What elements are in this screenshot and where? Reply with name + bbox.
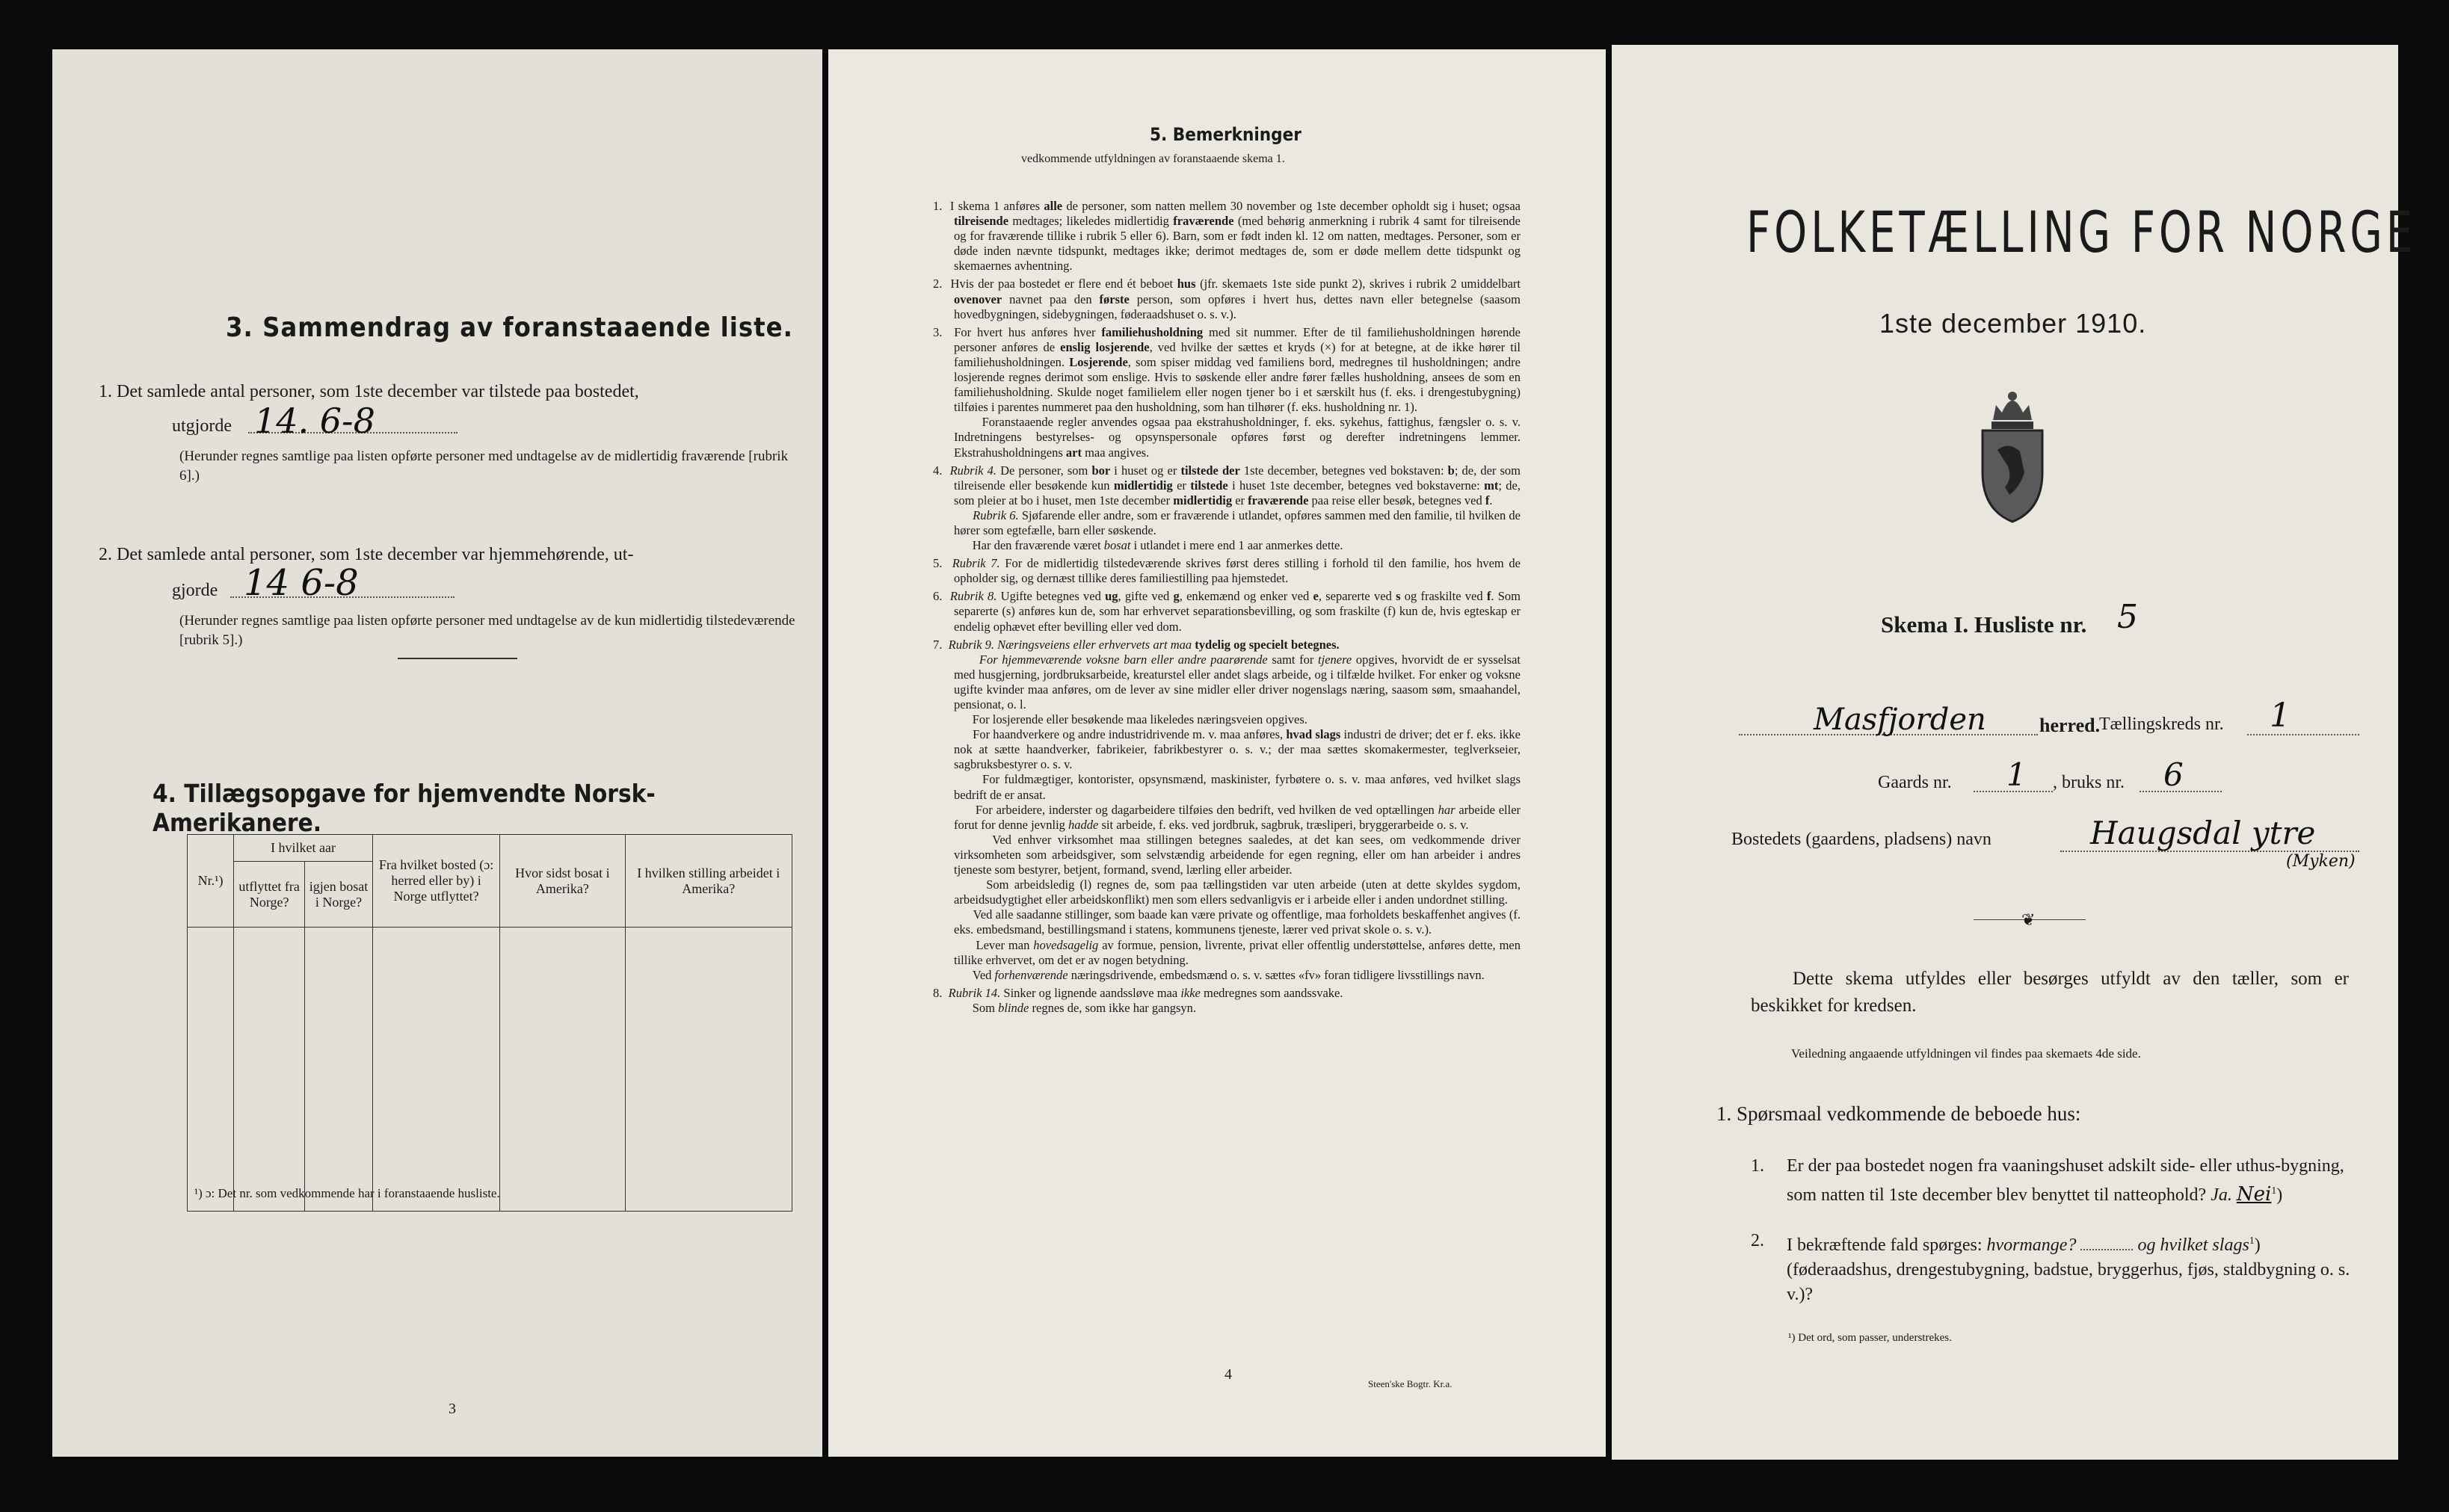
- remark-2: 2. Hvis der paa bostedet er flere end ét beboet hus (jfr. skemaets 1ste side punkt 2), skrives i rubrik 2 umiddelbart ovenover navnet paa den første person, som opføres i hvert hus, dettes navn eller betegnelse (saasom hovedbygningen, sidebygningen, føderaadshuset o. s. v.).: [933, 277, 1521, 321]
- question-2-number: 2.: [1751, 1231, 1764, 1250]
- summary-item-1-note: (Herunder regnes samtlige paa listen opførte personer med undtagelse av de midlertidig fraværende [rubrik 6].): [179, 448, 789, 484]
- summary-item-2-label: gjorde: [172, 581, 218, 600]
- section-4-title: 4. Tillægsopgave for hjemvendte Norsk-Amerikanere.: [153, 779, 656, 837]
- instruction-text: Dette skema utfyldes eller besørges utfyldt av den tæller, som er beskikket for kredsen.: [1751, 969, 2349, 1016]
- ornament-icon: ❦: [2021, 910, 2036, 929]
- col-returned: igjen bosat i Norge?: [305, 862, 373, 928]
- col-job: I hvilken stilling arbeidet i Amerika?: [625, 835, 792, 928]
- skema-value: 5: [2117, 598, 2138, 636]
- kreds-value: 1: [2270, 697, 2291, 735]
- remarks-title: 5. Bemerkninger: [1150, 124, 1301, 145]
- summary-item-2-value: 14 6-8: [244, 562, 359, 604]
- summary-item-1-value: 14. 6-8: [254, 401, 375, 441]
- page-4-remarks: [828, 49, 1606, 1457]
- guide-text: Veiledning angaaende utfyldningen vil findes paa skemaets 4de side.: [1791, 1046, 2141, 1061]
- table-cell: [372, 928, 499, 1212]
- summary-item-2-text: 2. Det samlede antal personer, som 1ste december var hjemmehørende, ut-: [99, 545, 634, 564]
- answer-ja: Ja.: [2211, 1185, 2232, 1205]
- summary-item-1-text: 1. Det samlede antal personer, som 1ste december var tilstede paa bostedet,: [99, 382, 639, 401]
- bosted-label: Bostedets (gaardens, pladsens) navn: [1731, 830, 1991, 849]
- remark-5: 5. Rubrik 7. For de midlertidig tilstedeværende skrives først deres stilling i forhold til den familie, hos hvem de opholder sig, og dernæst tillike deres familiestilling paa hjemstedet.: [933, 556, 1521, 586]
- census-title: FOLKETÆLLING FOR NORGE: [1746, 199, 2417, 265]
- bosted-value: Haugsdal ytre: [2090, 815, 2316, 851]
- question-1: Er der paa bostedet nogen fra vaaningshuset adskilt side- eller uthus-bygning, som natten til 1ste december blev benyttet til natteophold? Ja. Nei$^1$): [1787, 1156, 2344, 1206]
- herred-value: Masfjorden: [1814, 703, 1986, 737]
- section-3-title: 3. Sammendrag av foranstaaende liste.: [226, 312, 793, 343]
- question-1-number: 1.: [1751, 1156, 1764, 1176]
- bosted-value-2: (Myken): [2286, 852, 2356, 871]
- page-number: 3: [449, 1401, 456, 1417]
- herred-label: herred.: [2039, 715, 2101, 736]
- table-cell: [188, 928, 234, 1212]
- table-cell: [500, 928, 625, 1212]
- question-2: I bekræftende fald spørges: hvormange? og hvilket slags$^1$) (føderaadshus, drengestubygning, badstue, bryggerhus, fjøs, staldbygning o. s. v.)?: [1787, 1235, 2350, 1304]
- remark-8: 8. Rubrik 14. Sinker og lignende aandssløve maa ikke medregnes som aandssvake. Som blinde regnes de, som ikke har gangsyn.: [933, 985, 1343, 1015]
- front-page: [1612, 45, 2417, 1460]
- question-2-text-d: (føderaadshus, drengestubygning, badstue, bryggerhus, fjøs, staldbygning o. s. v.)?: [1787, 1260, 2350, 1304]
- page-3-summary: [52, 49, 822, 1457]
- front-footnote: ¹) Det ord, som passer, understrekes.: [1788, 1332, 1952, 1344]
- col-from: Fra hvilket bosted (ɔ: herred eller by) i Norge utflyttet?: [372, 835, 499, 928]
- question-2-dots: [2080, 1249, 2133, 1250]
- question-2-how-many: hvormange?: [1986, 1235, 2077, 1255]
- summary-item-2-note: (Herunder regnes samtlige paa listen opførte personer med undtagelse av de kun midlertidig tilstedeværende [rubrik 5].): [179, 613, 795, 648]
- question-1-text: Er der paa bostedet nogen fra vaaningshuset adskilt side- eller uthus-bygning, som natten til 1ste december blev benyttet til natteophold?: [1787, 1156, 2344, 1205]
- bruk-value: 6: [2163, 756, 2184, 793]
- printer-mark: Steen'ske Bogtr. Kr.a.: [1368, 1378, 1453, 1389]
- col-emigrated: utflyttet fra Norge?: [234, 862, 305, 928]
- census-date: 1ste december 1910.: [1879, 308, 2147, 339]
- remark-6: 6. Rubrik 8. Ugifte betegnes ved ug, gifte ved g, enkemænd og enker ved e, separerte ved s og fraskilte ved f. Som separerte (s) anføres kun de, som har erhvervet separationsbevilling, og som fraskilte (f) kun de, hvis egteskap er endelig ophævet efter bevilling eller ved dom.: [933, 589, 1521, 634]
- table-footnote: ¹) ɔ: Det nr. som vedkommende har i foranstaaende husliste.: [194, 1186, 500, 1200]
- page-number: 4: [1224, 1366, 1232, 1383]
- remarks-body: [933, 199, 1521, 1019]
- coat-of-arms-icon: [1968, 383, 2057, 525]
- kreds-label: Tællingskreds nr.: [2099, 715, 2224, 734]
- gaard-label: Gaards nr.: [1878, 773, 1952, 792]
- remark-7: 7. Rubrik 9. Næringsveiens eller erhvervets art maa tydelig og specielt betegnes. For hjemmeværende voksne barn eller andre paarørende samt for tjenere opgives, hvorvidt de er sysselsat med husgjerning, jordbruksarbeide, kreaturstel eller andet slags arbeide, og i tilfælde hvilket. For enker og voksne ugifte kvinder maa anføres, om de lever av sine midler eller driver nogenslags næring, saasom søm, smaahandel, pensionat, o. l. For losjerende eller besøkende maa likeledes næringsveien opgives. For haandverkere og andre industridrivende m. v. maa anføres, hvad slags industri de driver; det er f. eks. ikke nok at sætte haandverker, fabrikeier, fabrikbestyrer o. s. v.; der maa sættes skomakermester, teglverkseier, sagbruksbestyrer o. s. v. For fuldmægtiger, kontorister, opsynsmænd, maskinister, fyrbøtere o. s. v. maa anføres, ved hvilket slags bedrift de er ansat. For arbeidere, inderster og dagarbeidere tilføies den bedrift, ved hvilken de ved optællingen har arbeide eller forut for denne jevnlig hadde sit arbeide, f. eks. ved jordbruk, sagbruk, træsliperi, bryggerarbeide o. s. v. Ved enhver virksomhet maa stillingen betegnes saaledes, at det kan sees, om vedkommende driver virksomheten som arbeidsgiver, som selvstændig arbeidende for egen regning, eller om han arbeider i andres tjeneste som bestyrer, betjent, formand, svend, lærling eller arbeider. Som arbeidsledig (l) regnes de, som paa tællingstiden var uten arbeide (uten at dette skyldes sygdom, arbeidsudygtighet eller arbeidskonflikt) men som ellers sedvanligvis er i arbeide eller i anden undordnet stilling. Ved alle saadanne stillinger, som baade kan være private og offentlige, maa forholdets beskaffenhet angives (f. eks. embedsmand, bestillingsmand i statens, kommunens tjeneste, lærer ved privat skole o. s. v.). Lever man hovedsagelig av formue, pension, livrente, privat eller offentlig understøttelse, anføres dette, men tillike erhvervet, om det er av nogen betydning. Ved forhenværende næringsdrivende, embedsmænd o. s. v. sættes «fv» foran tidligere livsstillings navn.: [933, 637, 1521, 982]
- col-where: Hvor sidst bosat i Amerika?: [500, 835, 625, 928]
- col-group-year: I hvilket aar: [234, 835, 373, 862]
- table-cell: [305, 928, 373, 1212]
- question-2-what-kind: og hvilket slags: [2137, 1235, 2249, 1255]
- table-row: [188, 928, 792, 1212]
- remark-4: 4. Rubrik 4. De personer, som bor i huset og er tilstede der 1ste december, betegnes ved bokstaven: b; de, der som tilreisende eller besøkende kun midlertidig er tilstede i huset 1ste december, betegnes ved bokstaverne: mt; de, som pleier at bo i huset, men 1ste december midlertidig er fraværende paa reise eller besøk, betegnes ved f. Rubrik 6. Sjøfarende eller andre, som er fraværende i utlandet, opføres sammen med den familie, til hvilken de hører som egtefælle, barn eller søskende. Har den fraværende været bosat i utlandet i mere end 1 aar anmerkes dette.: [933, 463, 1521, 553]
- question-heading: 1. Spørsmaal vedkommende de beboede hus:: [1716, 1102, 2081, 1125]
- divider: [398, 658, 517, 659]
- bruk-label: , bruks nr.: [2053, 773, 2125, 792]
- table-cell: [234, 928, 305, 1212]
- answer-nei: Nei: [2236, 1183, 2272, 1206]
- col-nr: Nr.¹): [188, 835, 234, 928]
- norsk-amerikanere-table: [187, 834, 792, 1212]
- gaard-value: 1: [2006, 756, 2027, 793]
- remark-3: 3. For hvert hus anføres hver familiehusholdning med sit nummer. Efter de til familiehusholdningen hørende personer anføres de enslig losjerende, ved hvilke der sættes et kryds (×) for at betegne, at de ikke hører til familiehusholdningen. Losjerende, som spiser middag ved familiens bord, medregnes til husholdningen; andre losjerende regnes derimot som enslige. Hvis to søskende eller andre fører fælles husholdning, ansees de som en familiehusholdning. Skulde noget familielem eller nogen tjener bo i et særskilt hus (f. eks. i drengestubygning) tilføies i parentes nummeret paa den husholdning, som han tilhører (f. eks. husholdning nr. 1). Foranstaaende regler anvendes ogsaa paa ekstrahusholdninger, f. eks. sykehus, fattighus, fængsler o. s. v. Indretningens bestyrelses- og opsynspersonale opføres først og derefter indretningens lemmer. Ekstrahusholdningens art maa angives.: [933, 324, 1521, 460]
- remark-1: 1. I skema 1 anføres alle de personer, som natten mellem 30 november og 1ste december opholdt sig i huset; ogsaa tilreisende medtages; likeledes midlertidig fraværende (med behørig anmerkning i rubrik 4 samt for tilreisende og for fraværende tillike i rubrik 5 eller 6). Barn, som er født inden kl. 12 om natten, medtages. Personer, som er døde inden nævnte tidspunkt, medtages ikke; derimot medtages de, som er døde mellem dette tidspunkt og skemaernes avhentning.: [933, 199, 1521, 274]
- remarks-subtitle: vedkommende utfyldningen av foranstaaende skema 1.: [1021, 152, 1285, 165]
- skema-label: Skema I. Husliste nr.: [1881, 611, 2087, 638]
- table-cell: [625, 928, 792, 1212]
- question-2-text-a: I bekræftende fald spørges:: [1787, 1235, 1983, 1255]
- kreds-line: [2247, 734, 2359, 735]
- summary-item-1-label: utgjorde: [172, 416, 232, 436]
